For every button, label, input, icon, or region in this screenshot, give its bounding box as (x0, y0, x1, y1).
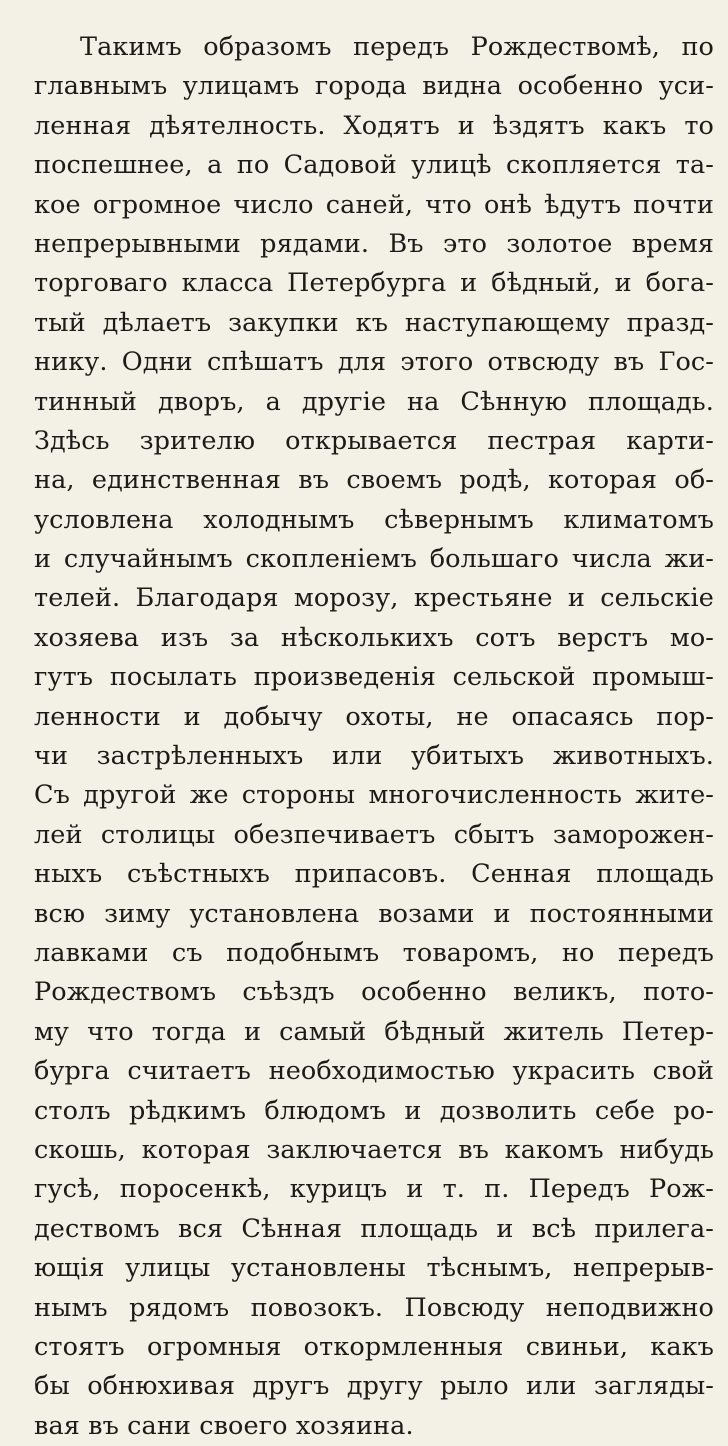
text-line: нымъ рядомъ повозокъ. Повсюду неподвижно (34, 1292, 714, 1323)
text-line: ющія улицы установлены тѣснымъ, непрерыв- (34, 1253, 714, 1284)
text-line: бы обнюхивая другъ другу рыло или загляды- (34, 1371, 714, 1402)
text-line: торговаго класса Петербурга и бѣдный, и бога- (34, 268, 714, 299)
text-line: ленная дѣятелность. Ходятъ и ѣздятъ какъ то (34, 110, 714, 141)
text-line: главнымъ улицамъ города видна особенно уси- (34, 71, 714, 102)
text-line: дествомъ вся Сѣнная площадь и всѣ прилега- (34, 1213, 714, 1244)
text-line: ныхъ съѣстныхъ припасовъ. Сенная площадь (34, 859, 714, 890)
text-line: Здѣсь зрителю открывается пестрая карти- (34, 425, 714, 456)
text-line: столъ рѣдкимъ блюдомъ и дозволить себе ро- (34, 1095, 714, 1126)
text-line: поспешнее, а по Садовой улицѣ скопляется та- (34, 150, 714, 181)
text-line: скошь, которая заключается въ какомъ нибудь (34, 1134, 714, 1165)
text-line: непрерывными рядами. Въ это золотое время (34, 228, 714, 259)
text-line: всю зиму установлена возами и постоянными (34, 898, 714, 929)
text-line: условлена холоднымъ сѣвернымъ климатомъ (34, 504, 714, 535)
text-line: бурга считаетъ необходимостью украсить свой (34, 1056, 714, 1087)
text-line: Рождествомъ съѣздъ особенно великъ, пото- (34, 977, 714, 1008)
text-line: чи застрѣленныхъ или убитыхъ животныхъ. (34, 741, 714, 772)
text-line: лей столицы обезпечиваетъ сбытъ заморожен- (34, 819, 714, 850)
text-line: вая въ сани своего хозяина. (34, 1410, 414, 1441)
text-line: хозяева изъ за нѣсколькихъ сотъ верстъ мо- (34, 622, 714, 653)
text-line: тинный дворъ, а другіе на Сѣнную площадь. (34, 386, 714, 417)
text-line: гутъ посылать произведенія сельской промыш- (34, 662, 714, 693)
text-line: лавками съ подобнымъ товаромъ, но передъ (34, 937, 714, 968)
text-line: кое огромное число саней, что онѣ ѣдутъ почти (34, 189, 714, 220)
text-line: тый дѣлаетъ закупки къ наступающему празд- (34, 307, 714, 338)
text-line: му что тогда и самый бѣдный житель Петер- (34, 1016, 714, 1047)
text-line: стоятъ огромныя откормленныя свиньи, какъ (34, 1331, 714, 1362)
text-line: телей. Благодаря морозу, крестьяне и сельскіе (34, 583, 714, 614)
text-line: Такимъ образомъ передъ Рождествомѣ, по (80, 32, 714, 62)
text-line: ленности и добычу охоты, не опасаясь пор- (34, 701, 714, 732)
text-line: нику. Одни спѣшатъ для этого отвсюду въ Гос- (34, 347, 714, 378)
text-line: Съ другой же стороны многочисленность жите- (34, 780, 714, 811)
text-line: гусѣ, поросенкѣ, курицъ и т. п. Передъ Рож- (34, 1174, 714, 1205)
text-line: на, единственная въ своемъ родѣ, которая об- (34, 465, 714, 496)
text-line: и случайнымъ скопленіемъ большаго числа жи- (34, 544, 714, 575)
paragraph (34, 28, 714, 1446)
